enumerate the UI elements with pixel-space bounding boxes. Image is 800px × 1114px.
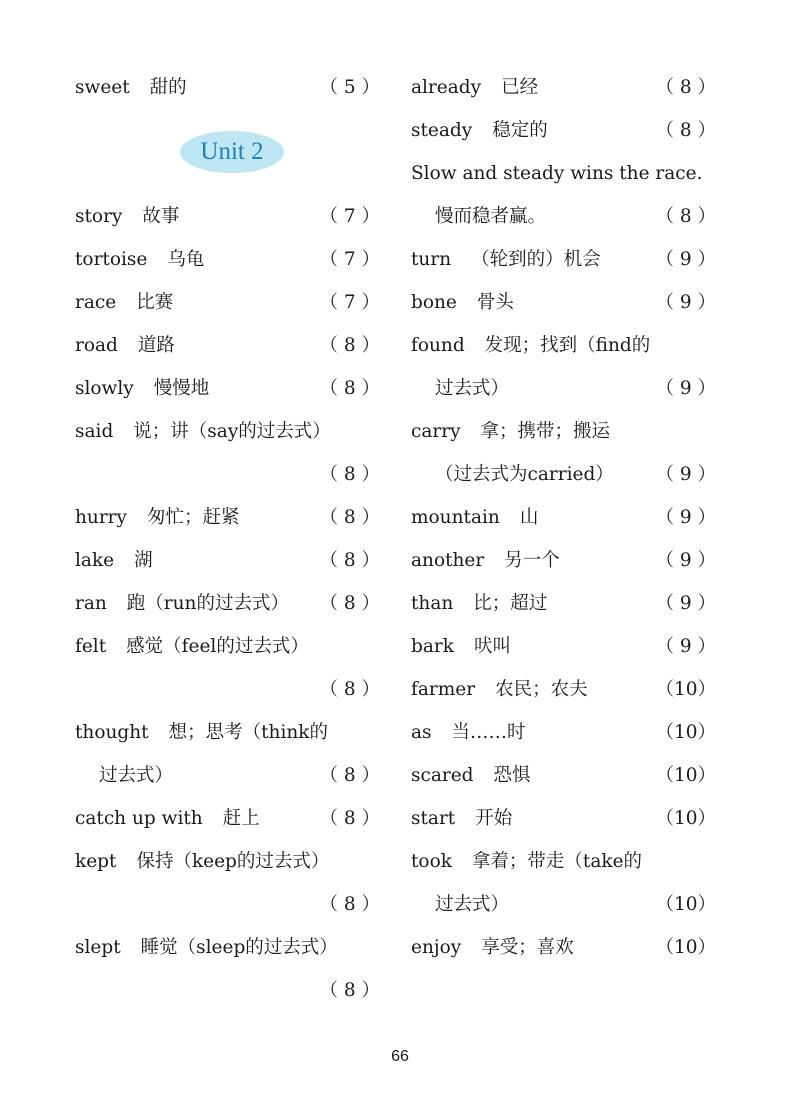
vocab-word: enjoy bbox=[411, 937, 462, 958]
vocab-entry bbox=[75, 797, 380, 840]
vocab-word: steady bbox=[411, 120, 473, 141]
vocab-word: start bbox=[411, 808, 456, 829]
vocab-meaning: 说；讲（say的过去式） bbox=[133, 421, 331, 442]
vocab-meaning: 感觉（feel的过去式） bbox=[126, 636, 309, 657]
vocab-entry bbox=[75, 926, 380, 969]
vocab-page-ref: （ 8 ） bbox=[319, 980, 380, 1001]
vocab-meaning: 故事 bbox=[142, 206, 180, 227]
vocab-meaning: 恐惧 bbox=[493, 765, 531, 786]
vocab-page-ref: （ 9 ） bbox=[655, 249, 716, 270]
vocab-meaning: 吠叫 bbox=[473, 636, 511, 657]
vocab-entry bbox=[75, 840, 380, 883]
vocab-entry bbox=[75, 238, 380, 281]
vocab-page-ref: （10） bbox=[655, 722, 716, 743]
vocab-page-ref: （ 8 ） bbox=[319, 507, 380, 528]
vocab-page-ref: （10） bbox=[655, 808, 716, 829]
vocab-word: story bbox=[75, 206, 123, 227]
vocab-meaning: 慢而稳者赢。 bbox=[435, 206, 547, 227]
vocab-entry bbox=[411, 711, 716, 754]
vocab-word: bone bbox=[411, 292, 457, 313]
vocab-entry bbox=[411, 668, 716, 711]
vocab-word: turn bbox=[411, 249, 452, 270]
vocab-word: mountain bbox=[411, 507, 500, 528]
vocab-word: carry bbox=[411, 421, 461, 442]
vocab-page-ref: （ 8 ） bbox=[319, 335, 380, 356]
vocab-entry bbox=[75, 969, 380, 1012]
vocab-meaning: 想；思考（think的 bbox=[168, 722, 328, 743]
vocab-entry bbox=[75, 539, 380, 582]
vocab-word: felt bbox=[75, 636, 107, 657]
vocab-word: road bbox=[75, 335, 118, 356]
vocab-word: tortoise bbox=[75, 249, 148, 270]
vocab-entry bbox=[411, 754, 716, 797]
unit-heading-row bbox=[75, 109, 380, 195]
vocab-meaning: 农民；农夫 bbox=[495, 679, 588, 700]
vocab-meaning: 过去式） bbox=[435, 894, 510, 915]
vocab-page-ref: （ 9 ） bbox=[655, 378, 716, 399]
vocab-page-ref: （ 8 ） bbox=[655, 120, 716, 141]
vocab-page-ref: （ 8 ） bbox=[319, 808, 380, 829]
vocabulary-column-right bbox=[411, 66, 716, 969]
vocab-word: thought bbox=[75, 722, 149, 743]
vocab-entry bbox=[75, 625, 380, 668]
vocab-word: scared bbox=[411, 765, 474, 786]
vocab-word: as bbox=[411, 722, 432, 743]
vocab-entry bbox=[75, 195, 380, 238]
vocab-meaning: （过去式为carried） bbox=[435, 464, 614, 485]
vocab-meaning: 乌龟 bbox=[167, 249, 205, 270]
vocab-page-ref: （ 9 ） bbox=[655, 292, 716, 313]
vocab-page-ref: （ 8 ） bbox=[319, 464, 380, 485]
vocab-meaning: 开始 bbox=[475, 808, 513, 829]
vocab-word: hurry bbox=[75, 507, 127, 528]
vocab-meaning: 慢慢地 bbox=[153, 378, 210, 399]
vocab-page-ref: （ 8 ） bbox=[319, 593, 380, 614]
vocab-page-ref: （ 7 ） bbox=[319, 249, 380, 270]
vocab-meaning: 甜的 bbox=[149, 77, 187, 98]
vocab-meaning: 赶上 bbox=[222, 808, 260, 829]
vocab-meaning: 湖 bbox=[134, 550, 153, 571]
vocab-meaning: 匆忙；赶紧 bbox=[146, 507, 240, 528]
vocab-entry bbox=[411, 367, 716, 410]
vocab-entry bbox=[411, 926, 716, 969]
vocab-word: another bbox=[411, 550, 485, 571]
vocab-word: found bbox=[411, 335, 465, 356]
vocab-page-ref: （ 9 ） bbox=[655, 593, 716, 614]
vocab-word: slowly bbox=[75, 378, 134, 399]
vocab-entry bbox=[411, 410, 716, 453]
vocab-page-ref: （10） bbox=[655, 765, 716, 786]
vocab-entry bbox=[75, 367, 380, 410]
vocab-word: kept bbox=[75, 851, 117, 872]
vocab-entry bbox=[411, 195, 716, 238]
vocab-page-ref: （ 8 ） bbox=[319, 550, 380, 571]
vocab-entry bbox=[75, 281, 380, 324]
vocab-page-ref: （10） bbox=[655, 937, 716, 958]
vocab-meaning: 过去式） bbox=[435, 378, 510, 399]
vocab-entry bbox=[411, 109, 716, 152]
vocab-meaning: 比；超过 bbox=[473, 593, 548, 614]
vocab-word: race bbox=[75, 292, 117, 313]
vocab-page-ref: （ 9 ） bbox=[655, 464, 716, 485]
vocab-page-ref: （ 8 ） bbox=[319, 378, 380, 399]
vocab-meaning: 保持（keep的过去式） bbox=[136, 851, 330, 872]
vocab-word: lake bbox=[75, 550, 115, 571]
vocab-meaning: 拿着；带走（take的 bbox=[471, 851, 643, 872]
vocab-page-ref: （ 8 ） bbox=[319, 894, 380, 915]
vocabulary-column-left bbox=[75, 66, 380, 1012]
vocab-meaning: 另一个 bbox=[504, 550, 560, 571]
vocab-entry bbox=[411, 797, 716, 840]
vocab-entry bbox=[75, 754, 380, 797]
vocab-entry bbox=[411, 152, 716, 195]
vocab-page-ref: （ 9 ） bbox=[655, 507, 716, 528]
vocab-meaning: 拿；携带；搬运 bbox=[480, 421, 611, 442]
vocab-entry bbox=[411, 324, 716, 367]
vocab-page-ref: （ 7 ） bbox=[319, 292, 380, 313]
vocab-word: took bbox=[411, 851, 452, 872]
vocab-entry bbox=[411, 281, 716, 324]
vocab-entry bbox=[411, 66, 716, 109]
vocab-page-ref: （10） bbox=[655, 894, 716, 915]
vocab-entry bbox=[75, 453, 380, 496]
vocab-page-ref: （ 9 ） bbox=[655, 636, 716, 657]
vocab-word: farmer bbox=[411, 679, 476, 700]
vocab-word: than bbox=[411, 593, 454, 614]
vocab-word: Slow and steady wins the race. bbox=[411, 163, 703, 184]
vocab-meaning: 享受；喜欢 bbox=[481, 937, 574, 958]
vocab-entry bbox=[411, 238, 716, 281]
vocab-page-ref: （ 9 ） bbox=[655, 550, 716, 571]
vocab-entry bbox=[75, 883, 380, 926]
vocab-meaning: 已经 bbox=[501, 77, 539, 98]
vocab-meaning: 发现；找到（find的 bbox=[484, 335, 651, 356]
vocab-entry bbox=[75, 711, 380, 754]
vocab-meaning: 跑（run的过去式） bbox=[126, 593, 289, 614]
vocab-page-ref: （10） bbox=[655, 679, 716, 700]
vocab-word: slept bbox=[75, 937, 121, 958]
vocab-meaning: 山 bbox=[519, 507, 539, 528]
vocab-entry bbox=[75, 324, 380, 367]
vocab-entry bbox=[411, 539, 716, 582]
vocab-meaning: 稳定的 bbox=[492, 120, 548, 141]
vocab-meaning: 当……时 bbox=[451, 722, 526, 743]
vocab-page-ref: （ 8 ） bbox=[319, 679, 380, 700]
vocab-entry bbox=[75, 410, 380, 453]
vocab-word: said bbox=[75, 421, 114, 442]
vocab-word: ran bbox=[75, 593, 107, 614]
vocab-entry bbox=[75, 66, 380, 109]
vocab-entry bbox=[411, 453, 716, 496]
vocab-entry bbox=[411, 582, 716, 625]
vocab-page-ref: （ 8 ） bbox=[319, 765, 380, 786]
vocab-word: bark bbox=[411, 636, 454, 657]
vocab-entry bbox=[75, 668, 380, 711]
vocab-entry bbox=[411, 496, 716, 539]
vocab-entry bbox=[411, 840, 716, 883]
vocab-entry bbox=[411, 883, 716, 926]
vocab-page-ref: （ 8 ） bbox=[655, 206, 716, 227]
vocab-meaning: 道路 bbox=[137, 335, 175, 356]
vocab-meaning: （轮到的）机会 bbox=[471, 249, 601, 270]
page-number: 66 bbox=[391, 1048, 409, 1065]
vocab-word: catch up with bbox=[75, 808, 203, 829]
vocab-page-ref: （ 7 ） bbox=[319, 206, 380, 227]
vocab-meaning: 过去式） bbox=[99, 765, 174, 786]
unit-title-badge: Unit 2 bbox=[180, 131, 284, 173]
vocab-entry bbox=[411, 625, 716, 668]
vocab-meaning: 骨头 bbox=[476, 292, 514, 313]
vocab-meaning: 睡觉（sleep的过去式） bbox=[140, 937, 338, 958]
vocab-page-ref: （ 5 ） bbox=[319, 77, 380, 98]
vocab-word: sweet bbox=[75, 77, 130, 98]
vocab-entry bbox=[75, 582, 380, 625]
vocab-entry bbox=[75, 496, 380, 539]
vocab-word: already bbox=[411, 77, 482, 98]
vocab-meaning: 比赛 bbox=[136, 292, 174, 313]
vocab-page-ref: （ 8 ） bbox=[655, 77, 716, 98]
